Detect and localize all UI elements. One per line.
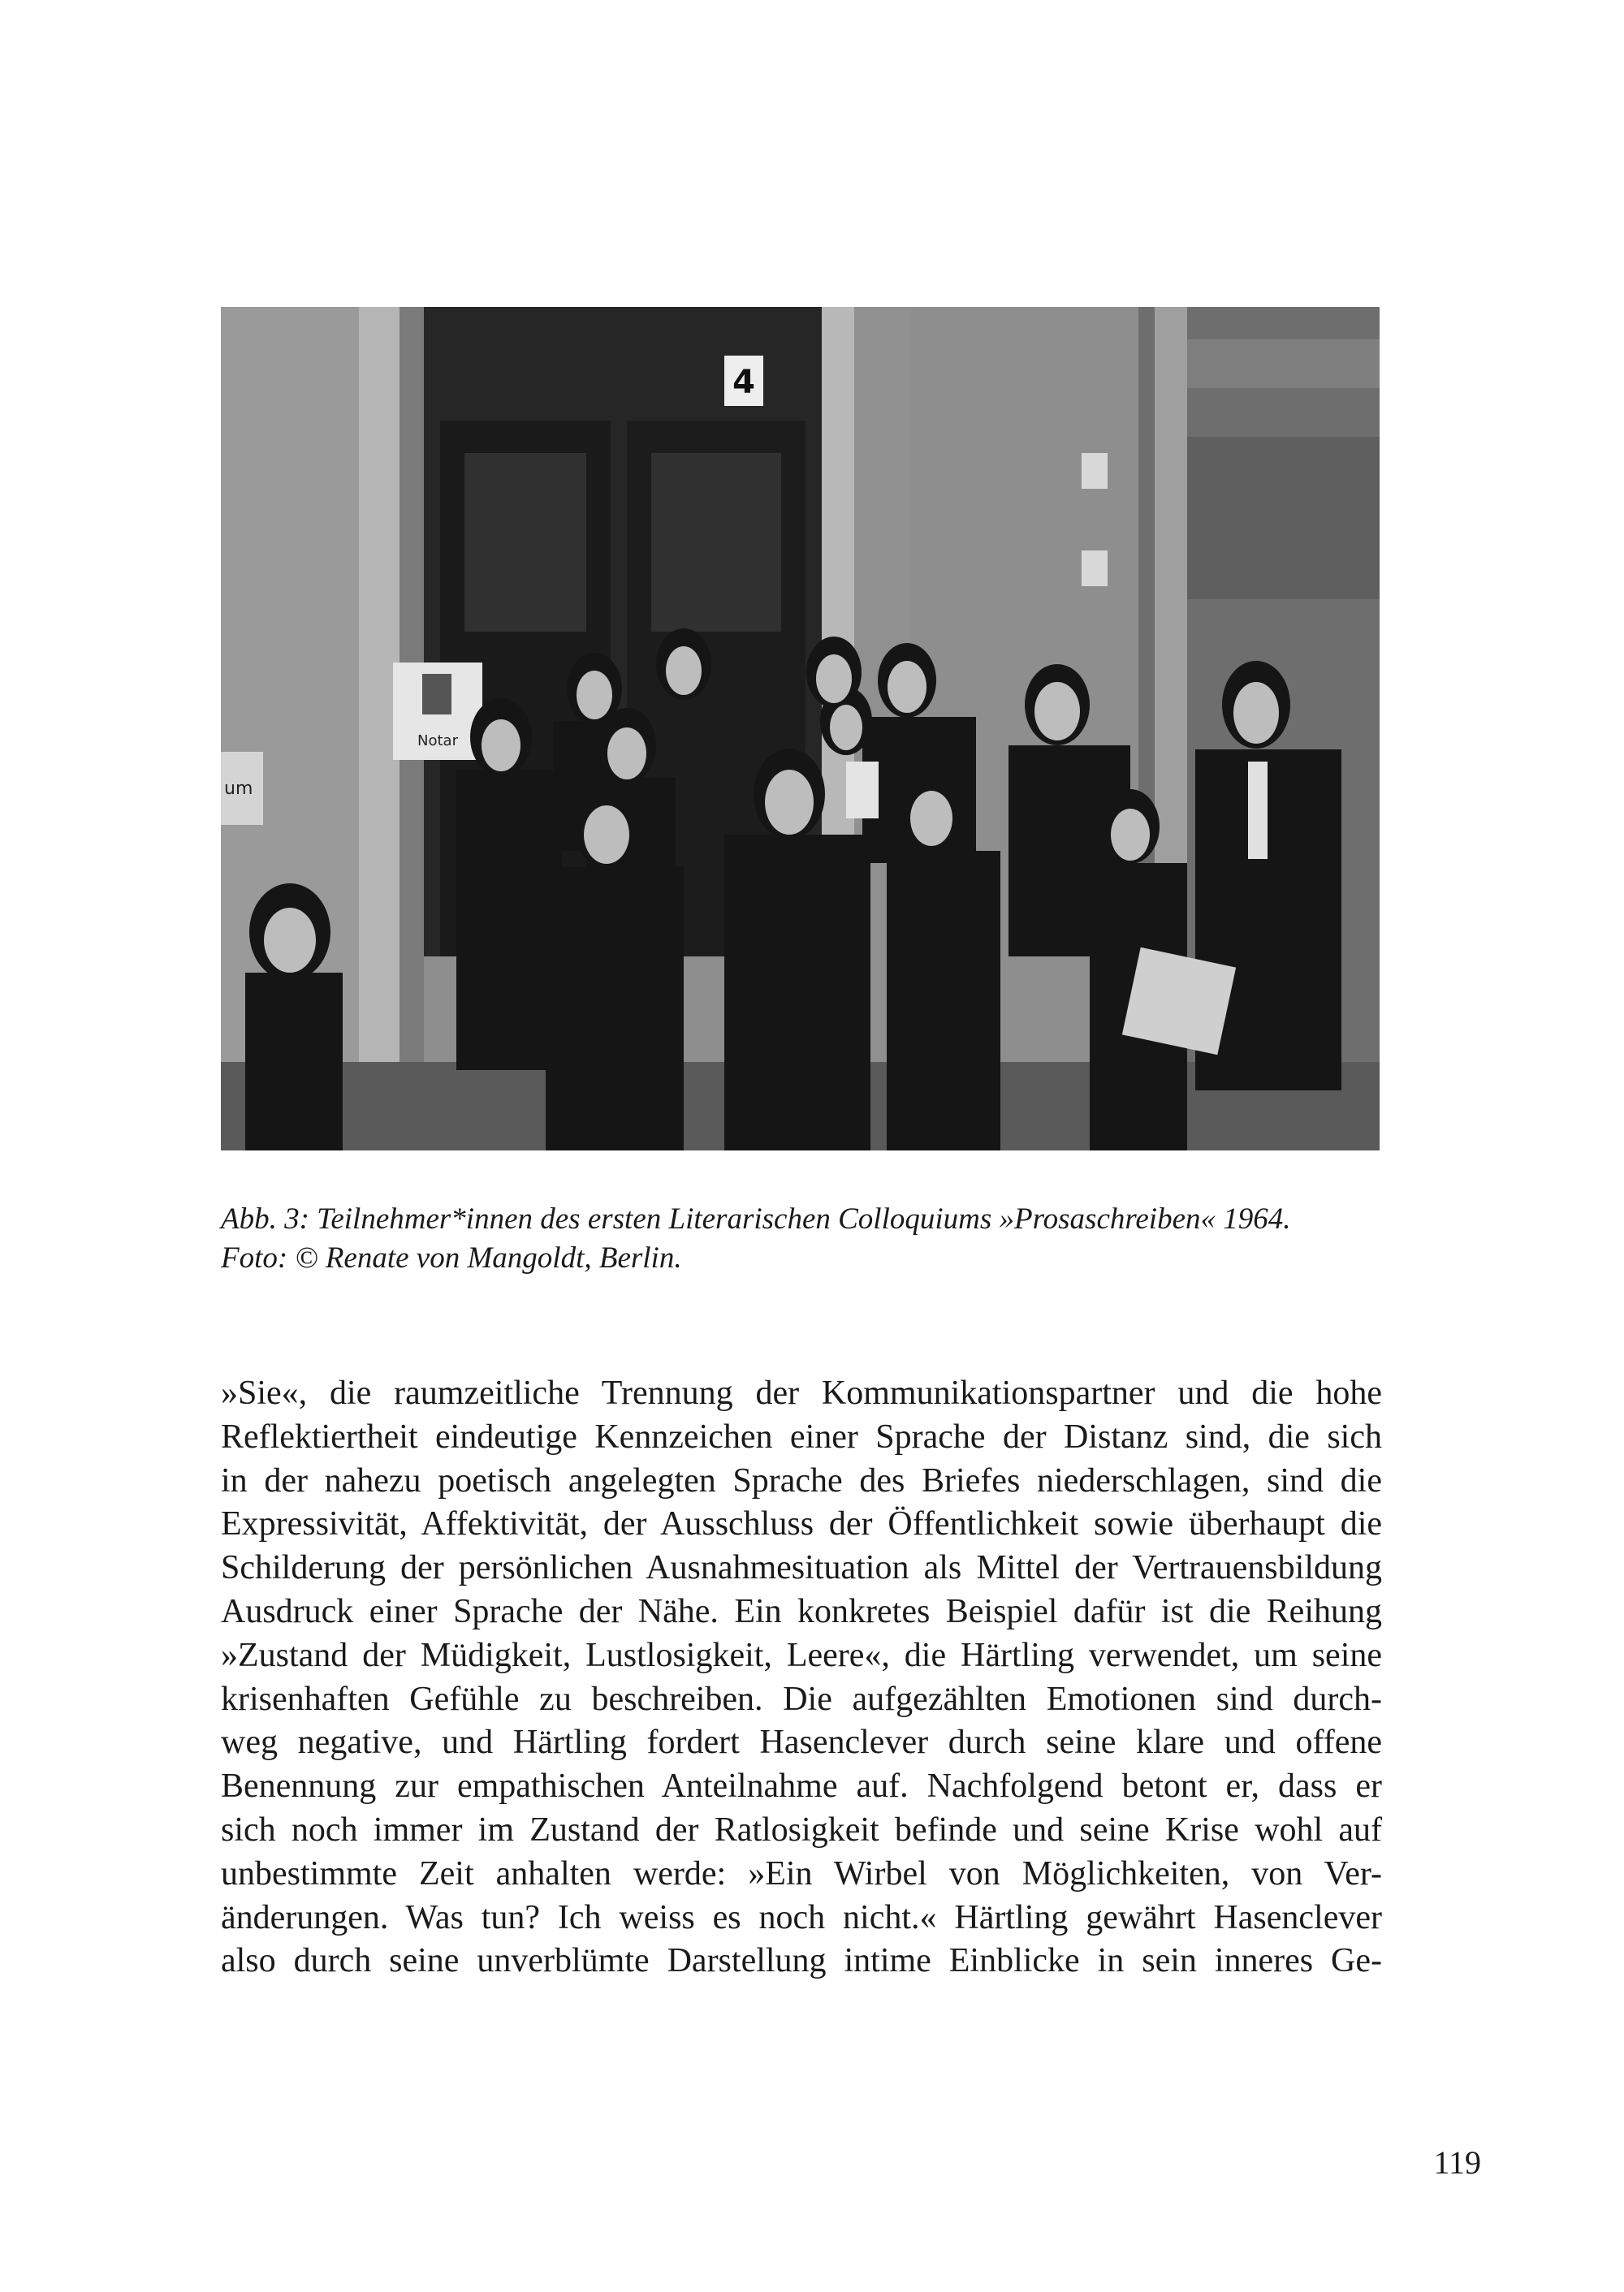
text-line: krisenhaften Gefühle zu beschreiben. Die aufgezählten Emotionen sind durch- bbox=[221, 1680, 1382, 1718]
notar-sign-text: Notar bbox=[417, 732, 458, 749]
text-line: also durch seine unverblümte Darstellung intime Einblicke in sein inneres Ge- bbox=[221, 1942, 1382, 1980]
text-line: Ausdruck einer Sprache der Nähe. Ein konkretes Beispiel dafür ist die Reihung bbox=[221, 1592, 1382, 1630]
text-line: Schilderung der persönlichen Ausnahmesituation als Mittel der Vertrauensbildung bbox=[221, 1549, 1382, 1587]
text-line: änderungen. Was tun? Ich weiss es noch nicht.« Härtling gewährt Hasenclever bbox=[221, 1898, 1382, 1936]
text-line: in der nahezu poetisch angelegten Sprache des Briefes niederschlagen, sind die bbox=[221, 1461, 1382, 1500]
text-line: »Sie«, die raumzeitliche Trennung der Kommunikationspartner und die hohe bbox=[221, 1375, 1382, 1412]
group-photo bbox=[221, 307, 1380, 1150]
text-line: unbestimmte Zeit anhalten werde: »Ein Wirbel von Möglichkeiten, von Ver- bbox=[221, 1854, 1382, 1893]
caption-line-1: Abb. 3: Teilnehmer*innen des ersten Literarischen Colloquiums »Prosaschreiben« 1964. bbox=[221, 1202, 1291, 1236]
text-line: sich noch immer im Zustand der Ratlosigkeit befinde und seine Krise wohl auf bbox=[221, 1811, 1382, 1849]
text-line: weg negative, und Härtling fordert Hasenclever durch seine klare und offene bbox=[221, 1724, 1382, 1762]
text-line: Benennung zur empathischen Anteilnahme auf. Nachfolgend betont er, dass er bbox=[221, 1768, 1382, 1806]
caption-line-2: Foto: © Renate von Mangoldt, Berlin. bbox=[221, 1241, 682, 1275]
photo-illustration bbox=[221, 307, 1380, 1150]
house-number: 4 bbox=[732, 364, 755, 401]
page-number: 119 bbox=[1433, 2144, 1481, 2181]
body-paragraph bbox=[221, 1372, 1382, 1983]
text-line: Expressivität, Affektivität, der Ausschluss der Öffentlichkeit sowie überhaupt die bbox=[221, 1505, 1382, 1543]
figure-caption bbox=[221, 1200, 1382, 1278]
text-line: »Zustand der Müdigkeit, Lustlosigkeit, Leere«, die Härtling verwendet, um seine bbox=[221, 1636, 1382, 1674]
text-line: Reflektiertheit eindeutige Kennzeichen einer Sprache der Distanz sind, die sich bbox=[221, 1418, 1382, 1456]
side-sign-text: um bbox=[224, 779, 253, 799]
